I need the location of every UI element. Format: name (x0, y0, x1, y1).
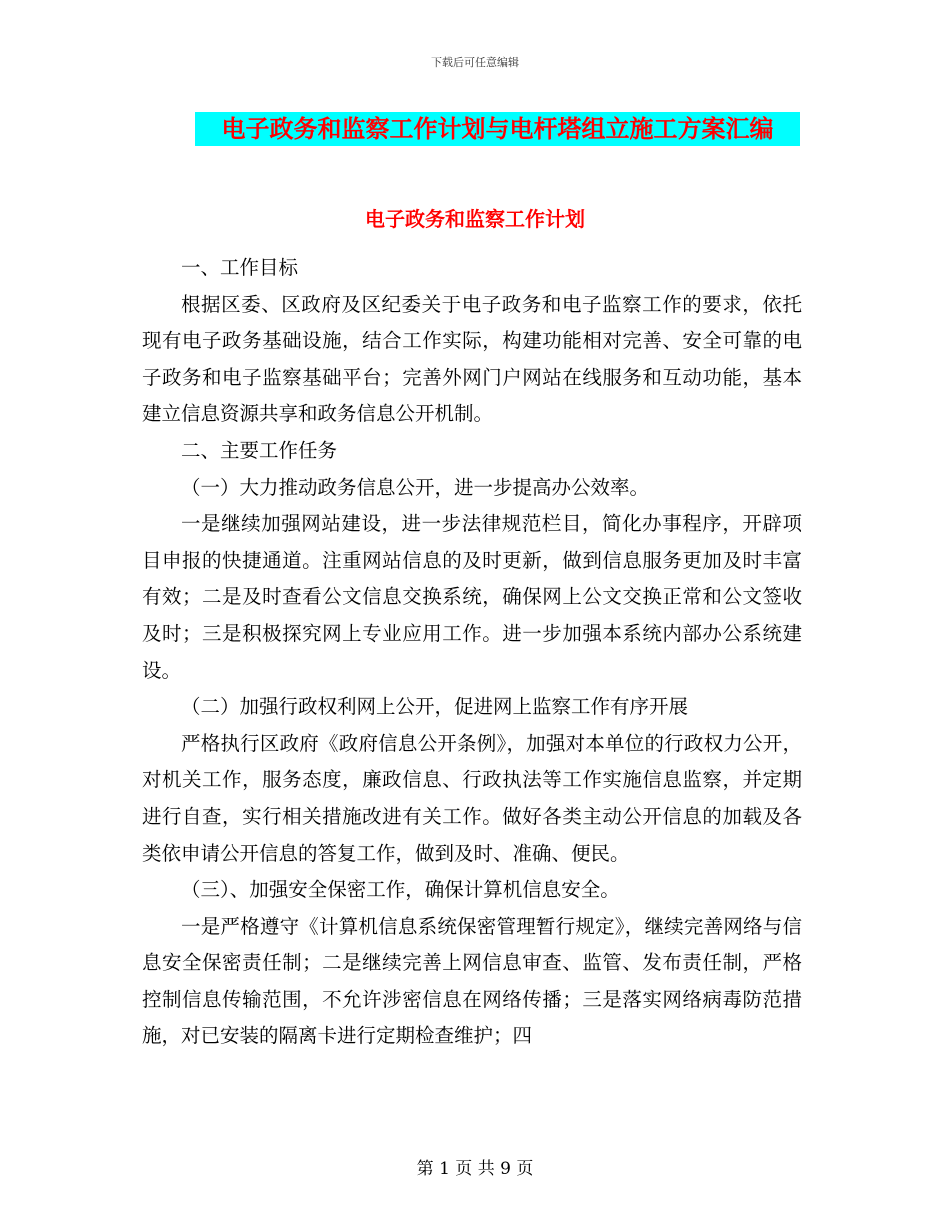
document-body (142, 250, 802, 1055)
paragraph: 根据区委、区政府及区纪委关于电子政务和电子监察工作的要求，依托现有电子政务基础设施，结合工作实际，构建功能相对完善、安全可靠的电子政务和电子监察基础平台；完善外网门户网站在线服务和互动功能，基本建立信息资源共享和政务信息公开机制。 (142, 292, 802, 426)
heading-work-goal: 一、工作目标 (181, 256, 299, 279)
page-header: 下载后可任意编辑 (431, 56, 519, 69)
section-title: 电子政务和监察工作计划 (365, 207, 585, 231)
document-title: 电子政务和监察工作计划与电杆塔组立施工方案汇编 (195, 112, 800, 146)
page-footer: 第 1 页 共 9 页 (416, 1159, 534, 1179)
paragraph: 严格执行区政府《政府信息公开条例》，加强对本单位的行政权力公开，对机关工作，服务态度，廉政信息、行政执法等工作实施信息监察，并定期进行自查，实行相关措施改进有关工作。做好各类主动公开信息的加载及各类依申请公开信息的答复工作，做到及时、准确、便民。 (142, 731, 802, 865)
subheading-1: （一）大力推动政务信息公开，进一步提高办公效率。 (181, 475, 650, 499)
subheading-3: （三）、加强安全保密工作，确保计算机信息安全。 (181, 878, 620, 902)
paragraph: 一是严格遵守《计算机信息系统保密管理暂行规定》，继续完善网络与信息安全保密责任制；二是继续完善上网信息审查、监管、发布责任制，严格控制信息传输范围，不允许涉密信息在网络传播；三是落实网络病毒防范措施，对已安装的隔离卡进行定期检查维护；四 (142, 914, 802, 1048)
heading-main-tasks: 二、主要工作任务 (181, 438, 338, 462)
subheading-2: （二）加强行政权利网上公开，促进网上监察工作有序开展 (181, 695, 689, 719)
paragraph: 一是继续加强网站建设，进一步法律规范栏目，简化办事程序，开辟项目申报的快捷通道。注重网站信息的及时更新，做到信息服务更加及时丰富有效；二是及时查看公文信息交换系统，确保网上公文交换正常和公文签收及时；三是积极探究网上专业应用工作。进一步加强本系统内部办公系统建设。 (142, 512, 802, 682)
